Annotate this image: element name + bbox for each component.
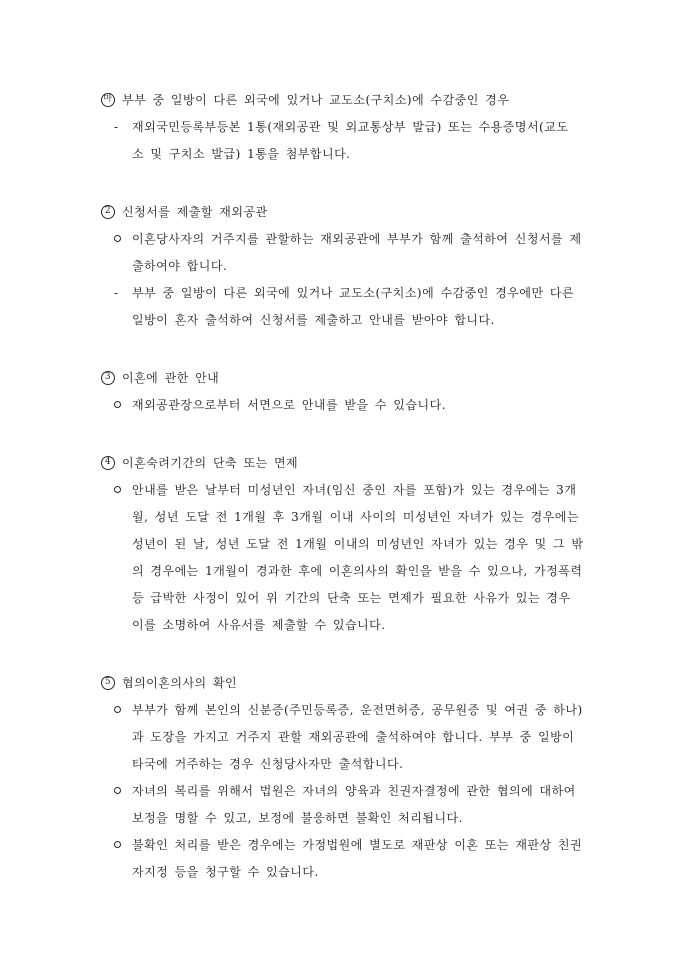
text-line: 성년이 된 날, 성년 도달 전 1개월 이내의 미성년인 자녀가 있는 경우 및 그 밖 [132, 537, 584, 551]
text-line: 의 경우에는 1개월이 경과한 후에 이혼의사의 확인을 받을 수 있으나, 가정폭력 [132, 564, 583, 578]
text-line: 자지정 등을 청구할 수 있습니다. [132, 865, 319, 879]
list-item-continuation-line [101, 503, 640, 530]
circle-bullet-icon [114, 486, 121, 493]
section-marker-icon [101, 371, 115, 385]
list-item-line [101, 391, 640, 418]
section-title: 신청서를 제출할 재외공관 [122, 205, 268, 219]
list-item-continuation-line [101, 252, 640, 279]
section [101, 364, 640, 418]
text-line: 타국에 거주하는 경우 신청당사자만 출석합니다. [132, 757, 404, 771]
text-line: 재외국민등록부등본 1통(재외공관 및 외교통상부 발급) 또는 수용증명서(교도 [132, 120, 569, 134]
list-item-continuation-line [101, 557, 640, 584]
list-item-line [101, 113, 640, 140]
section-items [101, 225, 640, 333]
list-item-continuation-line [101, 306, 640, 333]
text-line: 재외공관장으로부터 서면으로 안내를 받을 수 있습니다. [132, 398, 447, 412]
text-line: 보정을 명할 수 있고, 보정에 불응하면 불확인 처리됩니다. [132, 811, 463, 825]
text-line: 자녀의 복리를 위해서 법원은 자녀의 양육과 친권자결정에 관한 협의에 대하여 [132, 784, 576, 798]
section-marker-icon [101, 456, 115, 470]
text-line: 소 및 구치소 발급) 1통을 첨부합니다. [132, 147, 351, 161]
text-line: 이혼당사자의 거주지를 관할하는 재외공관에 부부가 함께 출석하여 신청서를 제 [132, 232, 582, 246]
section-title: 협의이혼의사의 확인 [122, 676, 238, 690]
list-item-line [101, 831, 640, 858]
list-item-continuation-line [101, 804, 640, 831]
section-marker-char: 3 [104, 372, 112, 382]
list-item-line [101, 225, 640, 252]
text-line: 부부 중 일방이 다른 외국에 있거나 교도소(구치소)에 수감중인 경우에만 다른 [132, 286, 575, 300]
section-marker-icon [101, 93, 115, 107]
text-line: 출하여야 합니다. [132, 259, 228, 273]
section [101, 198, 640, 333]
section-items [101, 696, 640, 885]
list-item-continuation-line [101, 530, 640, 557]
text-line: 부부가 함께 본인의 신분증(주민등록증, 운전면허증, 공무원증 및 여권 중 하나) [132, 703, 583, 717]
section-title-row [101, 198, 640, 225]
bullet-cell [114, 841, 132, 848]
section-items [101, 476, 640, 638]
list-item-line [101, 696, 640, 723]
text-line: 과 도장을 가지고 거주지 관할 재외공관에 출석하여야 합니다. 부부 중 일방이 [132, 730, 575, 744]
text-line: 안내를 받은 날부터 미성년인 자녀(임신 중인 자를 포함)가 있는 경우에는 3개 [132, 483, 577, 497]
section-title: 이혼에 관한 안내 [122, 371, 220, 385]
section-title: 부부 중 일방이 다른 외국에 있거나 교도소(구치소)에 수감중인 경우 [122, 93, 510, 107]
list-item-continuation-line [101, 584, 640, 611]
section-title-row [101, 669, 640, 696]
bullet-cell [114, 235, 132, 242]
list-item-line [101, 279, 640, 306]
list-item-line [101, 777, 640, 804]
circle-bullet-icon [114, 401, 121, 408]
text-line: 일방이 혼자 출석하여 신청서를 제출하고 안내를 받아야 합니다. [132, 313, 495, 327]
section-items [101, 113, 640, 167]
list-item-continuation-line [101, 140, 640, 167]
section-marker-icon [101, 205, 115, 219]
text-line: 등 급박한 사정이 있어 위 기간의 단축 또는 면제가 필요한 사유가 있는 경우 [132, 591, 571, 605]
bullet-cell [114, 401, 132, 408]
section-marker-char: 4 [104, 457, 112, 467]
text-line: 이를 소명하여 사유서를 제출할 수 있습니다. [132, 618, 386, 632]
circle-bullet-icon [114, 235, 121, 242]
section-marker-char: 마 [103, 94, 113, 104]
circle-bullet-icon [114, 841, 121, 848]
section [101, 86, 640, 167]
section [101, 449, 640, 638]
section-items [101, 391, 640, 418]
bullet-cell [114, 787, 132, 794]
circle-bullet-icon [114, 706, 121, 713]
list-item-line [101, 476, 640, 503]
section-marker-char: 5 [104, 677, 112, 687]
section-marker-char: 2 [104, 206, 112, 216]
list-item-continuation-line [101, 858, 640, 885]
section [101, 669, 640, 885]
dash-bullet-icon: - [114, 285, 119, 300]
bullet-cell [114, 486, 132, 493]
list-item-continuation-line [101, 611, 640, 638]
text-line: 월, 성년 도달 전 1개월 후 3개월 이내 사이의 미성년인 자녀가 있는 경우에는 [132, 510, 580, 524]
section-title-row [101, 86, 640, 113]
text-line: 불확인 처리를 받은 경우에는 가정법원에 별도로 재판상 이혼 또는 재판상 친권 [132, 838, 583, 852]
section-title-row [101, 449, 640, 476]
section-title-row [101, 364, 640, 391]
list-item-continuation-line [101, 723, 640, 750]
section-marker-icon [101, 676, 115, 690]
list-item-continuation-line [101, 750, 640, 777]
circle-bullet-icon [114, 787, 121, 794]
bullet-cell [114, 706, 132, 713]
dash-bullet-icon: - [114, 119, 119, 134]
section-title: 이혼숙려기간의 단축 또는 면제 [122, 456, 299, 470]
